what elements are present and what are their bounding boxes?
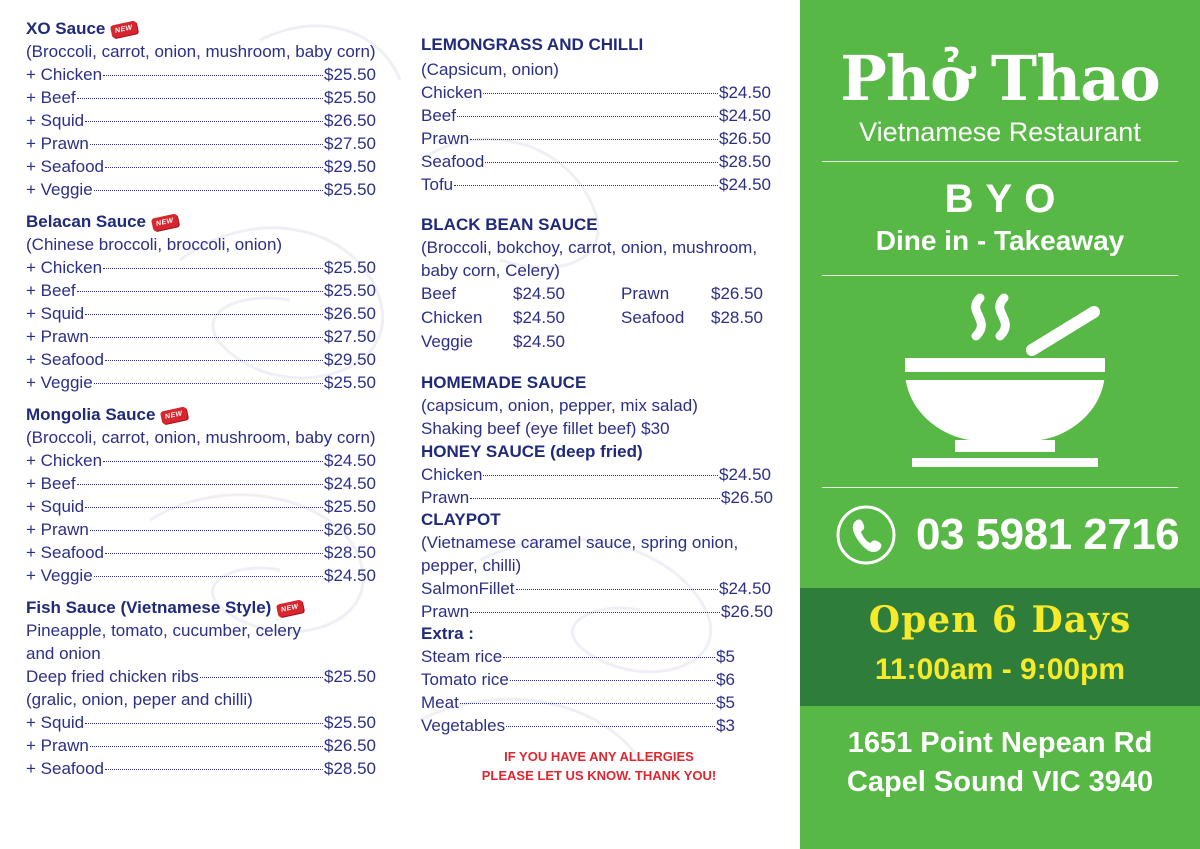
item-name: Chicken [421, 308, 483, 327]
section-title-belacan [26, 211, 376, 233]
item-price: $25.50 [324, 373, 376, 392]
item-name: Prawn [421, 129, 470, 148]
item-price: $26.50 [324, 520, 376, 539]
section-title-text: Belacan Sauce [26, 212, 147, 231]
new-badge: NEW [151, 213, 179, 231]
section-title-lemongrass: LEMONGRASS AND CHILLI [421, 35, 644, 54]
menu-item [26, 495, 376, 518]
item-price: $24.50 [719, 106, 771, 125]
section-title-honey: HONEY SAUCE (deep fried) [421, 442, 643, 461]
item-name: Chicken [421, 83, 483, 102]
item-name: + Squid [26, 713, 85, 732]
item-price: $26.50 [721, 602, 773, 621]
item-price: $25.50 [324, 180, 376, 199]
item-price: $25.50 [324, 497, 376, 516]
section-title-text: Mongolia Sauce [26, 405, 156, 424]
section-desc: (Broccoli, carrot, onion, mushroom, baby corn) [26, 428, 376, 447]
restaurant-name: Phở Thao [840, 42, 1160, 115]
price-grid [421, 282, 791, 354]
item-price: $26.50 [711, 284, 763, 303]
item-price: $26.50 [324, 111, 376, 130]
menu-item [26, 371, 376, 394]
item-price: $25.50 [324, 88, 376, 107]
item-name: + Veggie [26, 180, 93, 199]
menu-item [26, 348, 376, 371]
menu-item [421, 691, 735, 714]
opening-time: 11:00am - 9:00pm [874, 653, 1126, 686]
item-name: + Beef [26, 281, 76, 300]
item-price: $26.50 [721, 488, 773, 507]
menu-item: Shaking beef (eye fillet beef) $30 [421, 419, 670, 438]
item-price: $25.50 [324, 713, 376, 732]
item-price: $28.50 [711, 308, 763, 327]
allergy-notice [419, 747, 779, 785]
menu-item [26, 541, 376, 564]
item-name: + Chicken [26, 451, 103, 470]
item-name: + Seafood [26, 350, 104, 369]
item-name: + Beef [26, 88, 76, 107]
item-name: Chicken [421, 465, 483, 484]
menu-item [421, 463, 771, 486]
menu-item [26, 472, 376, 495]
section-desc: Pineapple, tomato, cucumber, celery and onion [26, 621, 301, 663]
section-title-xo [26, 18, 376, 40]
item-name: Prawn [621, 284, 670, 303]
restaurant-subtitle: Vietnamese Restaurant [859, 117, 1141, 147]
item-name: Prawn [421, 602, 470, 621]
item-price: $6 [716, 670, 735, 689]
menu-item [26, 711, 376, 734]
menu-item [26, 155, 376, 178]
item-price: $29.50 [324, 157, 376, 176]
menu-item [421, 668, 735, 691]
menu-item [421, 104, 771, 127]
item-price: $3 [716, 716, 735, 735]
menu-item [26, 63, 376, 86]
item-price: $25.50 [324, 258, 376, 277]
item-name: + Prawn [26, 327, 89, 346]
item-name: Tofu [421, 175, 454, 194]
item-name: + Seafood [26, 157, 104, 176]
phone-number: 03 5981 2716 [916, 510, 1180, 559]
menu-item [421, 127, 771, 150]
item-name: + Prawn [26, 736, 89, 755]
item-name: + Prawn [26, 134, 89, 153]
left-column [26, 18, 376, 780]
section-title-blackbean: BLACK BEAN SAUCE [421, 215, 598, 234]
dine-in-label: Dine in - Takeaway [875, 225, 1125, 256]
item-name: SalmonFillet [421, 579, 515, 598]
item-price: $26.50 [324, 304, 376, 323]
item-name: Seafood [421, 152, 485, 171]
item-price: $27.50 [324, 134, 376, 153]
item-price: $24.50 [324, 474, 376, 493]
divider [822, 161, 1178, 162]
item-name: + Veggie [26, 373, 93, 392]
allergy-line: PLEASE LET US KNOW. THANK YOU! [481, 768, 717, 783]
menu-item [421, 486, 773, 509]
new-badge: NEW [276, 599, 304, 617]
menu-item [26, 256, 376, 279]
section-title-text: XO Sauce [26, 19, 106, 38]
item-name: Veggie [421, 332, 473, 351]
soup-bowl-icon [900, 290, 1110, 475]
item-price: $24.50 [719, 465, 771, 484]
section-desc: (Vietnamese caramel sauce, spring onion, pepper, chilli) [421, 533, 739, 575]
item-name: Tomato rice [421, 670, 509, 689]
new-badge: NEW [160, 406, 188, 424]
item-price: $24.50 [719, 83, 771, 102]
section-title-fish [26, 597, 376, 619]
menu-item [26, 564, 376, 587]
item-name: + Squid [26, 111, 85, 130]
item-price: $24.50 [719, 175, 771, 194]
divider [822, 487, 1178, 488]
item-price: $24.50 [324, 451, 376, 470]
item-name: Beef [421, 284, 456, 303]
section-desc: (Broccoli, carrot, onion, mushroom, baby corn) [26, 42, 376, 61]
section-desc: (Broccoli, bokchoy, carrot, onion, mushroom, baby corn, Celery) [421, 238, 758, 280]
divider [822, 275, 1178, 276]
item-name: Vegetables [421, 716, 506, 735]
section-desc: (capsicum, onion, pepper, mix salad) [421, 396, 698, 415]
menu-item [26, 734, 376, 757]
item-price: $24.50 [513, 332, 565, 351]
menu-item [26, 518, 376, 541]
item-name: + Chicken [26, 65, 103, 84]
item-price: $28.50 [324, 759, 376, 778]
item-price: $25.50 [324, 65, 376, 84]
item-name: + Seafood [26, 759, 104, 778]
item-price: $26.50 [324, 736, 376, 755]
item-name: Prawn [421, 488, 470, 507]
item-price: $24.50 [513, 284, 565, 303]
item-name: + Squid [26, 497, 85, 516]
section-desc: (gralic, onion, peper and chilli) [26, 690, 253, 709]
menu-item [421, 714, 735, 737]
section-title-claypot: CLAYPOT [421, 510, 501, 529]
new-badge: NEW [110, 20, 138, 38]
item-price: $24.50 [324, 566, 376, 585]
menu-item [26, 178, 376, 201]
menu-item [26, 86, 376, 109]
item-price: $29.50 [324, 350, 376, 369]
menu-item [26, 109, 376, 132]
menu-item [421, 173, 771, 196]
menu-item [26, 665, 376, 688]
item-name: + Squid [26, 304, 85, 323]
item-name: + Chicken [26, 258, 103, 277]
item-price: $28.50 [719, 152, 771, 171]
allergy-line: IF YOU HAVE ANY ALLERGIES [504, 749, 694, 764]
section-title-homemade: HOMEMADE SAUCE [421, 373, 587, 392]
section-title-mongolia [26, 404, 376, 426]
item-price: $25.50 [324, 281, 376, 300]
menu-item [26, 449, 376, 472]
item-name: Beef [421, 106, 456, 125]
menu-item [421, 81, 771, 104]
item-price: $25.50 [324, 667, 376, 686]
menu-item [421, 600, 773, 623]
opening-hours [800, 588, 1200, 706]
open-days: Open 6 Days [868, 599, 1132, 641]
item-name: + Veggie [26, 566, 93, 585]
item-name: + Seafood [26, 543, 104, 562]
section-title-extra: Extra : [421, 624, 474, 643]
item-price: $28.50 [324, 543, 376, 562]
item-price: $5 [716, 647, 735, 666]
item-name: + Prawn [26, 520, 89, 539]
phone-icon [835, 504, 897, 566]
menu-item [26, 132, 376, 155]
menu-item [26, 757, 376, 780]
section-desc: (Chinese broccoli, broccoli, onion) [26, 235, 283, 254]
item-name: Deep fried chicken ribs [26, 667, 199, 686]
menu-item [26, 279, 376, 302]
item-price: $24.50 [719, 579, 771, 598]
menu-item [26, 302, 376, 325]
section-desc: (Capsicum, onion) [421, 60, 559, 79]
address-line: Capel Sound VIC 3940 [846, 766, 1154, 798]
item-price: $5 [716, 693, 735, 712]
item-price: $26.50 [719, 129, 771, 148]
menu-item [421, 577, 771, 600]
info-panel [800, 0, 1200, 849]
menu-item [421, 645, 735, 668]
item-price: $24.50 [513, 308, 565, 327]
section-title-text: Fish Sauce (Vietnamese Style) [26, 598, 272, 617]
byo-label: BYO [944, 177, 1068, 221]
item-name: + Beef [26, 474, 76, 493]
item-name: Steam rice [421, 647, 503, 666]
menu-item [421, 150, 771, 173]
middle-column [421, 34, 791, 785]
menu-item [26, 325, 376, 348]
item-name: Seafood [621, 308, 685, 327]
item-price: $27.50 [324, 327, 376, 346]
item-name: Meat [421, 693, 459, 712]
address-line: 1651 Point Nepean Rd [847, 727, 1153, 759]
